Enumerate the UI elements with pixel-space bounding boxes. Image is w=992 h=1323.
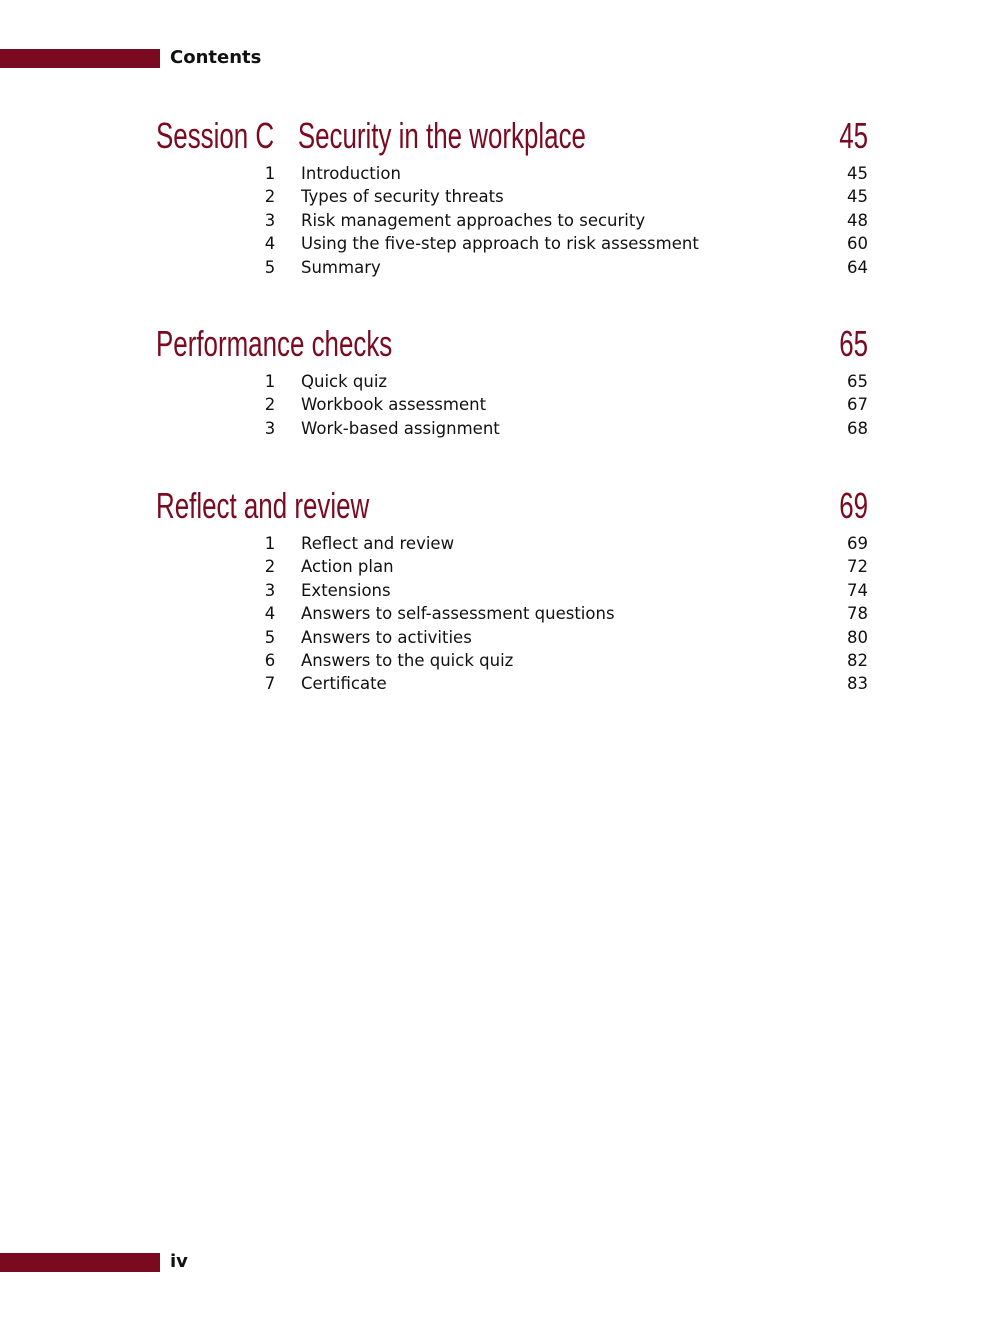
entry-number: 1 <box>264 164 276 183</box>
entry-number: 2 <box>264 187 276 207</box>
entry-number: 4 <box>264 234 276 254</box>
entry-title: Answers to the quick quiz <box>301 650 514 670</box>
entry-number: 5 <box>264 257 276 277</box>
entry-title: Summary <box>301 257 381 277</box>
entry-title: Action plan <box>301 557 394 577</box>
entry-number: 3 <box>264 210 276 230</box>
toc-entry[interactable] <box>0 370 992 393</box>
entry-title: Introduction <box>301 164 401 183</box>
entry-page: 65 <box>847 372 868 391</box>
toc-entry[interactable] <box>0 185 992 208</box>
toc-entry[interactable] <box>0 649 992 672</box>
section-page: 45 <box>839 115 868 156</box>
entry-title: Quick quiz <box>301 372 388 391</box>
entry-title: Workbook assessment <box>301 395 487 415</box>
entry-title: Certificate <box>301 674 387 694</box>
toc-entry[interactable] <box>0 602 992 625</box>
entry-title: Using the five-step approach to risk assessment <box>301 234 699 254</box>
entry-number: 7 <box>264 674 276 694</box>
page-title: Contents <box>170 47 262 68</box>
entry-page: 83 <box>847 674 868 694</box>
toc-entry[interactable] <box>0 417 992 440</box>
entry-page: 82 <box>847 650 868 670</box>
section-title[interactable]: Performance checks <box>156 323 393 364</box>
section-title[interactable]: Security in the workplace <box>297 115 586 156</box>
section-page: 65 <box>839 323 868 364</box>
toc-entry[interactable] <box>0 579 992 602</box>
entry-number: 5 <box>264 627 276 647</box>
toc-entry[interactable] <box>0 162 992 185</box>
entry-page: 80 <box>847 627 868 647</box>
section-heading <box>156 114 586 158</box>
entry-page: 74 <box>847 580 868 600</box>
toc-entry[interactable] <box>0 555 992 578</box>
entry-page: 69 <box>847 534 868 553</box>
entry-page: 45 <box>847 187 868 207</box>
entry-number: 6 <box>264 650 276 670</box>
entry-number: 1 <box>264 372 276 391</box>
entry-number: 3 <box>264 418 276 438</box>
entry-number: 2 <box>264 395 276 415</box>
toc-entry[interactable] <box>0 232 992 255</box>
section-page: 69 <box>839 485 868 526</box>
entry-title: Answers to activities <box>301 627 472 647</box>
toc-entry[interactable] <box>0 393 992 416</box>
entry-title: Types of security threats <box>301 187 504 207</box>
entry-page: 64 <box>847 257 868 277</box>
entry-title: Risk management approaches to security <box>301 210 646 230</box>
toc-entry[interactable] <box>0 532 992 555</box>
entry-page: 60 <box>847 234 868 254</box>
toc-entry[interactable] <box>0 626 992 649</box>
entry-page: 45 <box>847 164 868 183</box>
entry-number: 3 <box>264 580 276 600</box>
section-heading <box>156 322 392 366</box>
entry-page: 78 <box>847 604 868 624</box>
toc-entry[interactable] <box>0 256 992 279</box>
entry-title: Work-based assignment <box>301 418 500 438</box>
entry-number: 1 <box>264 534 276 553</box>
entry-page: 68 <box>847 418 868 438</box>
entry-title: Answers to self-assessment questions <box>301 604 615 624</box>
entry-number: 2 <box>264 557 276 577</box>
section-label: Session C <box>156 115 275 156</box>
entry-page: 48 <box>847 210 868 230</box>
page-number: iv <box>170 1251 188 1272</box>
entry-page: 72 <box>847 557 868 577</box>
footer-bar <box>0 1253 160 1272</box>
entry-title: Reflect and review <box>301 534 455 553</box>
entry-title: Extensions <box>301 580 391 600</box>
section-title[interactable]: Reflect and review <box>156 485 370 526</box>
section-heading <box>156 484 369 528</box>
toc-entry[interactable] <box>0 209 992 232</box>
header-bar <box>0 49 160 68</box>
entry-page: 67 <box>847 395 868 415</box>
toc-entry[interactable] <box>0 672 992 695</box>
entry-number: 4 <box>264 604 276 624</box>
